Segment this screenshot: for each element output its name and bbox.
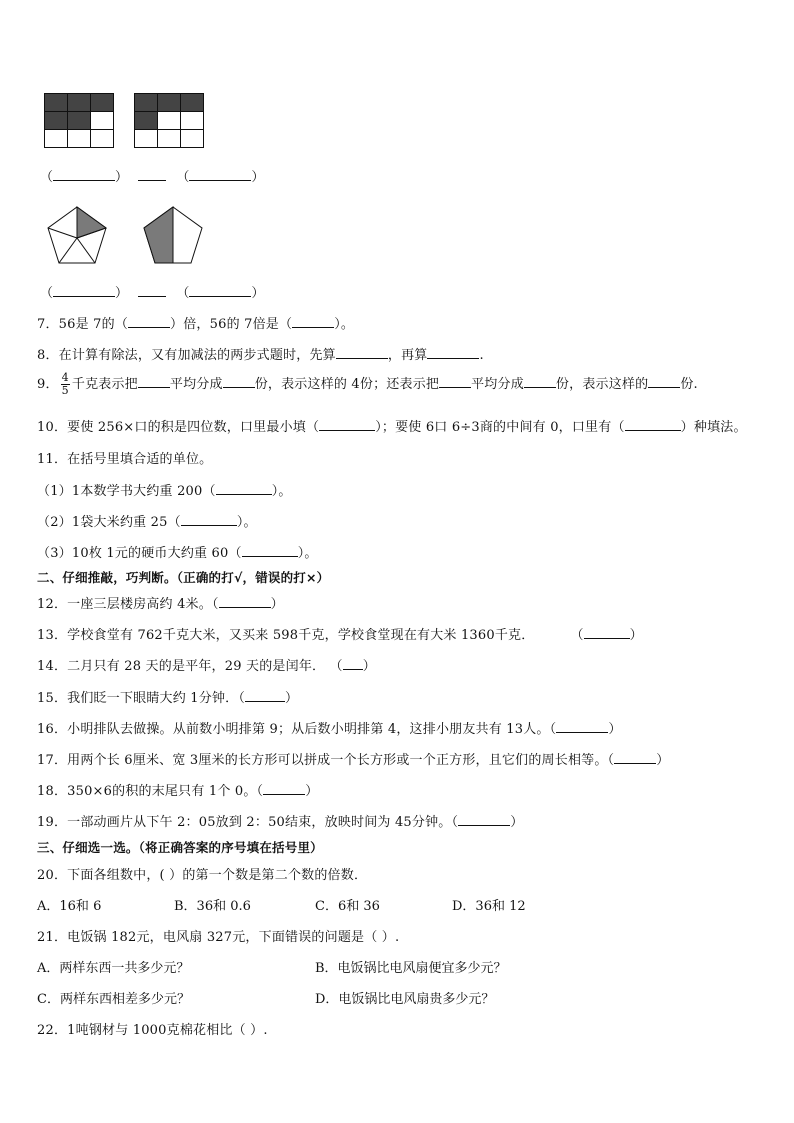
- q20-option-b[interactable]: B．36和 0.6: [174, 899, 251, 914]
- figure-answer-row-1: （ ） （ ）: [40, 170, 265, 185]
- answer-blank[interactable]: [223, 375, 255, 388]
- answer-blank[interactable]: [524, 375, 556, 388]
- answer-blank[interactable]: [292, 315, 334, 328]
- answer-blank[interactable]: [53, 168, 115, 181]
- answer-blank[interactable]: [584, 626, 630, 639]
- grid-figure-right: [134, 93, 204, 149]
- operator-blank[interactable]: [138, 284, 166, 297]
- q20-option-c[interactable]: C．6和 36: [315, 899, 380, 914]
- answer-blank[interactable]: [336, 346, 388, 359]
- question-17: 17．用两个长 6厘米、宽 3厘米的长方形可以拼成一个长方形或一个正方形，且它们的周长相等。（ ）: [37, 753, 670, 768]
- answer-blank[interactable]: [128, 315, 170, 328]
- section-2-heading: 二、仔细推敲，巧判断。（正确的打√，错误的打×）: [37, 570, 330, 585]
- answer-blank[interactable]: [343, 657, 363, 670]
- answer-blank[interactable]: [614, 751, 656, 764]
- answer-blank[interactable]: [556, 720, 608, 733]
- question-11-item-2: （2）1袋大米约重 25（ ）。: [37, 515, 257, 530]
- question-15: 15．我们眨一下眼睛大约 1分钟．（ ）: [37, 691, 299, 706]
- q20-option-a[interactable]: A．16和 6: [37, 899, 102, 914]
- question-14: 14．二月只有 28 天的是平年，29 天的是闰年． （ ）: [37, 659, 376, 674]
- answer-blank[interactable]: [427, 346, 479, 359]
- grid-figure-left: [44, 93, 114, 149]
- answer-blank[interactable]: [319, 418, 375, 431]
- operator-blank[interactable]: [138, 168, 166, 181]
- question-11-title: 11．在括号里填合适的单位。: [37, 452, 213, 467]
- section-3-heading: 三、仔细选一选。（将正确答案的序号填在括号里）: [37, 840, 323, 855]
- q21-option-b[interactable]: B．电饭锅比电风扇便宜多少元？: [315, 961, 507, 976]
- answer-blank[interactable]: [263, 782, 305, 795]
- q21-option-d[interactable]: D．电饭锅比电风扇贵多少元？: [315, 992, 495, 1007]
- question-12: 12．一座三层楼房高约 4米。（ ）: [37, 597, 284, 612]
- answer-blank[interactable]: [189, 284, 251, 297]
- question-22-stem: 22．1吨钢材与 1000克棉花相比（ ）.: [37, 1023, 268, 1038]
- question-21-stem: 21．电饭锅 182元，电风扇 327元，下面错误的问题是（ ）.: [37, 930, 400, 945]
- answer-blank[interactable]: [189, 168, 251, 181]
- question-19: 19．一部动画片从下午 2：05放到 2：50结束，放映时间为 45分钟。（ ）: [37, 815, 524, 830]
- answer-blank[interactable]: [439, 375, 471, 388]
- answer-blank[interactable]: [648, 375, 680, 388]
- answer-blank[interactable]: [219, 595, 271, 608]
- question-16: 16．小明排队去做操。从前数小明排第 9；从后数小明排第 4，这排小朋友共有 13人。（ ）: [37, 722, 622, 737]
- answer-blank[interactable]: [458, 813, 510, 826]
- answer-blank[interactable]: [53, 284, 115, 297]
- answer-blank[interactable]: [245, 689, 285, 702]
- q21-option-a[interactable]: A．两样东西一共多少元？: [37, 961, 190, 976]
- answer-blank[interactable]: [216, 482, 272, 495]
- fraction-four-fifths: $\frac{4}{5}$: [61, 371, 69, 397]
- question-11-item-3: （3）10枚 1元的硬币大约重 60（ ）。: [37, 546, 318, 561]
- question-7: 7．56是 7的（ ）倍，56的 7倍是（ ）。: [37, 317, 355, 332]
- answer-blank[interactable]: [242, 544, 298, 557]
- answer-blank[interactable]: [181, 513, 237, 526]
- question-20-stem: 20．下面各组数中，( ）的第一个数是第二个数的倍数．: [37, 868, 368, 883]
- question-10: 10．要使 256×口的积是四位数，口里最小填（ ）；要使 6口 6÷3商的中间有 0，口里有（ ）种填法。: [37, 420, 747, 435]
- question-13: 13．学校食堂有 762千克大米，又买来 598千克，学校食堂现在有大米 1360千克． （ ）: [37, 628, 643, 643]
- question-11-item-1: （1）1本数学书大约重 200（ ）。: [37, 484, 292, 499]
- question-18: 18．350×6的积的末尾只有 1个 0。（ ）: [37, 784, 319, 799]
- figure-answer-row-2: （ ） （ ）: [40, 286, 265, 301]
- answer-blank[interactable]: [138, 375, 170, 388]
- pentagon-figure-right: [142, 205, 204, 265]
- answer-blank[interactable]: [625, 418, 681, 431]
- question-8: 8．在计算有除法，又有加减法的两步式题时，先算 ，再算 .: [37, 348, 484, 363]
- q20-option-d[interactable]: D．36和 12: [452, 899, 526, 914]
- q21-option-c[interactable]: C．两样东西相差多少元？: [37, 992, 190, 1007]
- pentagon-figure-left: [46, 205, 108, 265]
- question-9: 9． $\frac{4}{5}$ 千克表示把 平均分成 份，表示这样的 4份；还表示把 平均分成 份，表示这样的 份.: [37, 371, 698, 397]
